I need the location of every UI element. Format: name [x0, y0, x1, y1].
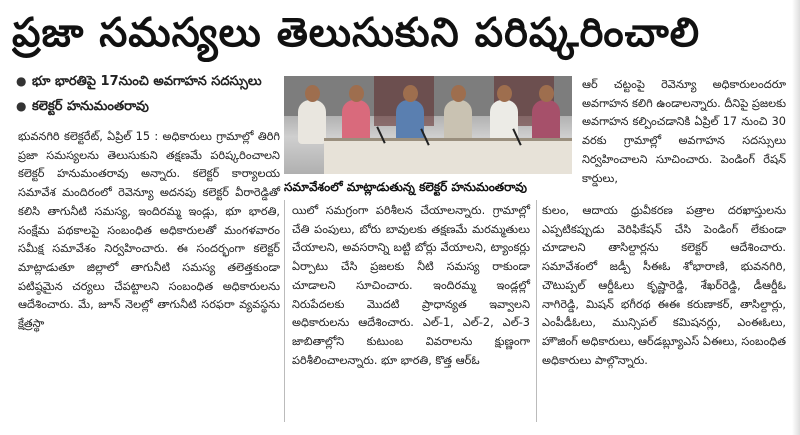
- bullet-icon: ●: [16, 99, 27, 113]
- column-divider: [536, 200, 537, 422]
- bullet-item: [16, 72, 278, 91]
- article-paragraph: భువనగిరి కలెక్టరేట్, ఏప్రిల్ 15 : అధికారులు గ్రామాల్లో తిరిగి ప్రజా సమస్యలను తెలుసుకుని తక్షణమే పరిష్కరించాలని కలెక్టర్ హనుమంతరావు అన్నారు. కలెక్టర్ కార్యాలయ సమావేశ మందిరంలో రెవెన్యూ అదనపు కలెక్టర్ వీరారెడ్డితో కలిసి తాగునీటి సమస్య, ఇందిరమ్మ ఇండ్లు, భూ భారతి, సంక్షేమ పథకాలపై సంబంధిత అధికారులతో మంగళవారం సమీక్ష సమావేశం నిర్వహించారు. ఈ సందర్భంగా కలెక్టర్ మాట్లాడుతూ జిల్లాలో తాగునీటి సమస్య తలెత్తకుండా పటిష్ఠమైన చర్యలు చేపట్టాలని సంబంధిత అధికారులను ఆదేశించారు. మే, జూన్ నెలల్లో తాగునీటి సరఫరా వ్యవస్థను క్షేత్రస్థా: [18, 130, 280, 331]
- photo-table: [324, 138, 572, 174]
- photo-caption: సమావేశంలో మాట్లాడుతున్న కలెక్టర్ హనుమంతరావు: [284, 180, 527, 194]
- bullet-item: [16, 97, 278, 116]
- news-photo: [284, 76, 572, 174]
- article-column-3: [542, 202, 786, 370]
- bullet-icon: ●: [16, 74, 27, 88]
- article-column-1: [18, 128, 280, 334]
- article-paragraph: కులం, ఆదాయ ధ్రువీకరణ పత్రాల దరఖాస్తులను ఎప్పటికప్పుడు వెరిఫికేషన్ చేసి పెండింగ్ లేకుండా చూడాలని తాసిల్దార్లను కలెక్టర్ ఆదేశించారు. సమావేశంలో జడ్పీ సీఈఓ శోభారాణి, భువనగిరి, చౌటుప్పల్ ఆర్డీఓలు కృష్ణారెడ్డి, శేఖర్‌రెడ్డి, డీఆర్డీఓ నాగిరెడ్డి, మిషన్ భగీరథ ఈఈ కరుణాకర్, తాసిల్దార్లు, ఎంపీడీఓలు, మున్సిపల్ కమిషనర్లు, ఎంఈఓలు, హౌజింగ్ అధికారులు, ఆర్‌డబ్ల్యూఎస్ ఏఈలు, సంబంధిత అధికారులు పాల్గొన్నారు.: [542, 204, 786, 367]
- headline: ప్రజా సమస్యలు తెలుసుకుని పరిష్కరించాలి: [12, 9, 701, 56]
- page-edge: [792, 0, 800, 435]
- bullet-text: కలెక్టర్ హనుమంతరావు: [32, 99, 149, 114]
- column-divider: [284, 200, 285, 422]
- article-paragraph: ఆర్ చట్టంపై రెవెన్యూ అధికారులందరూ అవగాహన కలిగి ఉండాలన్నారు. దీనిపై ప్రజలకు అవగాహన కల్పించడానికి ఏప్రిల్ 17 నుంచి 30 వరకు గ్రామాల్లో అవగాహన సదస్సులు నిర్వహించాలని సూచించారు. పెండింగ్ రేషన్ కార్డులు,: [582, 78, 786, 185]
- photo-person: [298, 100, 326, 144]
- bullet-list: [16, 72, 278, 122]
- article-paragraph: యిలో సమగ్రంగా పరిశీలన చేయాలన్నారు. గ్రామాల్లో చేతి పంపులు, బోరు బావులకు తక్షణమే మరమ్మతులు చేయాలని, అవసరాన్ని బట్టి బోర్లు వేయాలని, ట్యాంకర్లు ఏర్పాటు చేసి ప్రజలకు నీటి సమస్య రాకుండా చూడాలని సూచించారు. ఇందిరమ్మ ఇండ్లల్లో నిరుపేదలకు మొదటి ప్రాధాన్యత ఇవ్వాలని అధికారులను ఆదేశించారు. ఎల్-1, ఎల్-2, ఎల్-3 జాబితాల్లోని కుటుంబ వివరాలను క్షుణ్ణంగా పరిశీలించాలన్నారు. భూ భారతి, కొత్త ఆర్ఓ: [292, 204, 530, 367]
- article-column-3-top: [582, 76, 786, 188]
- bullet-text: భూ భారతిపై 17నుంచి అవగాహన సదస్సులు: [32, 74, 262, 89]
- article-column-2: [292, 202, 530, 370]
